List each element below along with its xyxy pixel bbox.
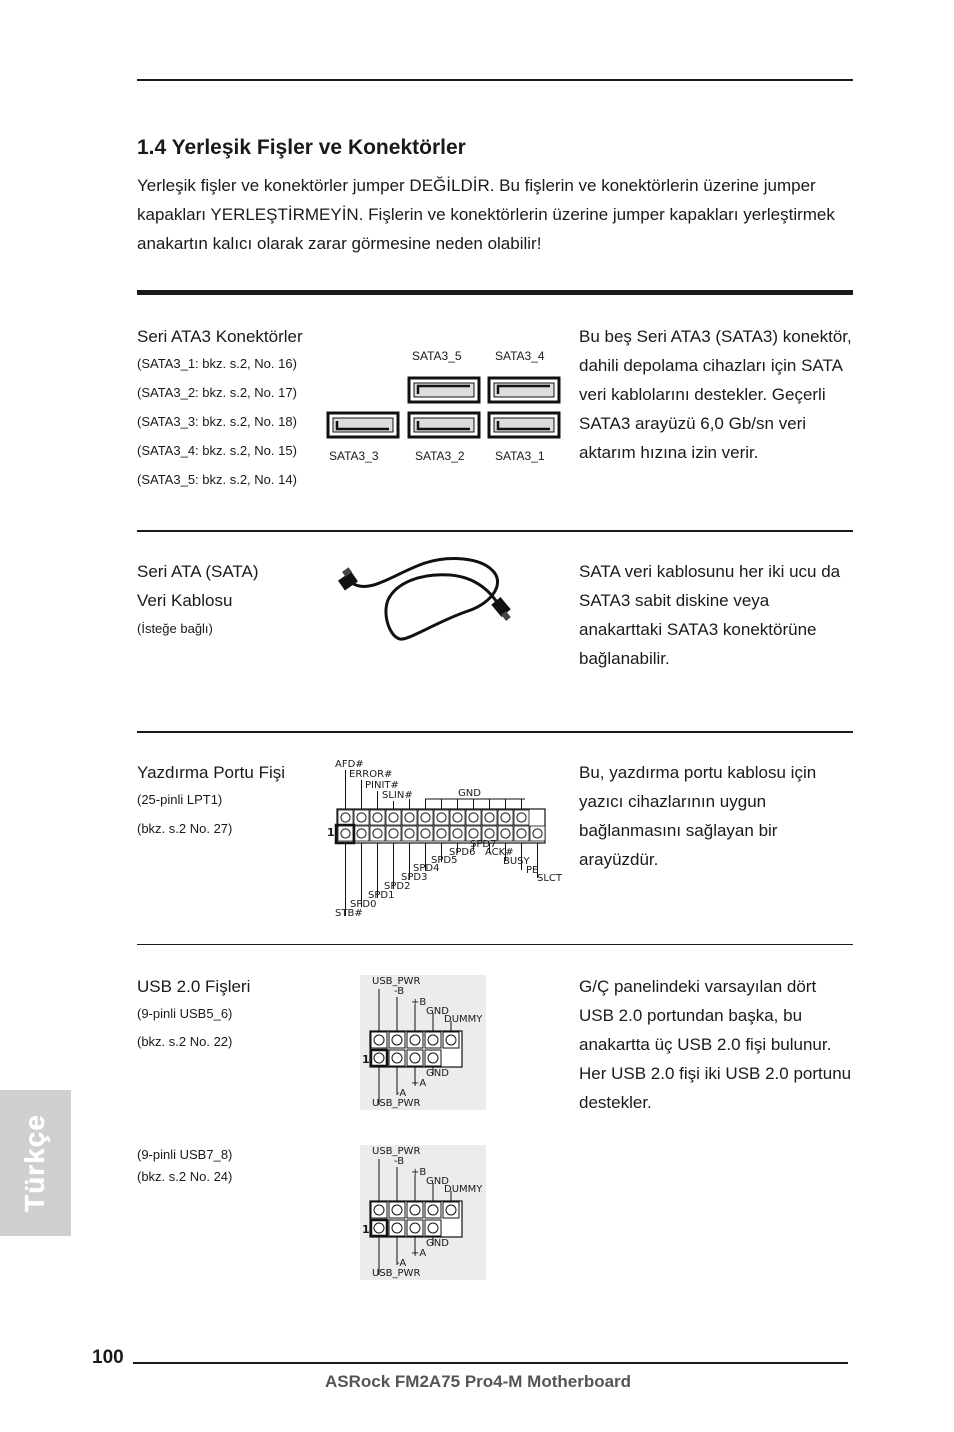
usb56-ref-location: (bkz. s.2 No. 22) [137, 1034, 233, 1049]
usb78-pin-label-plus-b: +B [411, 1167, 427, 1178]
sata3-4-label: SATA3_4 [495, 349, 545, 363]
usb56-pin-label-minus-b: -B [394, 986, 405, 997]
divider-3 [137, 944, 853, 945]
usb56-pin-label-plus-b: +B [411, 997, 427, 1008]
usb56-pin-label-plus-a: +A [411, 1078, 427, 1089]
usb-description: G/Ç panelindeki varsayılan dört USB 2.0 portundan başka, bu anakartta üç USB 2.0 fişi bulunur. Her USB 2.0 fişi iki USB 2.0 portunu destekler. [579, 977, 852, 1112]
usb78-pin-label-minus-b: -B [394, 1156, 405, 1167]
usb78-pin-label-plus-a: +A [411, 1248, 427, 1259]
sata-cable-description: SATA veri kablosunu her iki ucu da SATA3 sabit diskine veya anakarttaki SATA3 konektörüne bağlanabilir. [579, 562, 841, 668]
pin-label-busy: BUSY [503, 856, 530, 867]
sata3-2-port [409, 413, 479, 437]
sata3-1-label: SATA3_1 [495, 449, 545, 463]
thick-divider [137, 290, 853, 295]
sata3-ref-4: (SATA3_4: bkz. s.2, No. 15) [137, 443, 297, 458]
pin-label-spd1: SPD1 [368, 890, 395, 901]
sata-cable-optional: (İsteğe bağlı) [137, 621, 213, 636]
sata3-ref-3: (SATA3_3: bkz. s.2, No. 18) [137, 414, 297, 429]
usb-title: USB 2.0 Fişleri [137, 977, 251, 996]
usb56-pin-label-usb-pwr: USB_PWR [372, 976, 421, 987]
usb78-ref-pins: (9-pinli USB7_8) [137, 1147, 233, 1162]
usb56-pin-label-minus-a: -A [396, 1088, 407, 1099]
printer-header-diagram [325, 758, 565, 923]
pin-label-ack: ACK# [485, 847, 514, 858]
language-tab-label: Türkçe [19, 1114, 50, 1212]
sata3-description: Bu beş Seri ATA3 (SATA3) konektör, dahili depolama cihazları için SATA veri kablolarını destekler. Geçerli SATA3 arayüzü 6,0 Gb/sn veri aktarım hızına izin verir. [579, 327, 852, 462]
pin-label-pinit: PINIT# [365, 780, 399, 791]
sata3-5-port [409, 378, 479, 402]
sata3-1-port [489, 413, 559, 437]
usb56-header-diagram [360, 975, 486, 1110]
pin-label-slct: SLCT [537, 873, 563, 884]
usb56-ref-pins: (9-pinli USB5_6) [137, 1006, 233, 1021]
sata3-2-label: SATA3_2 [415, 449, 465, 463]
pin-label-spd3: SPD3 [401, 872, 428, 883]
printer-ref-location: (bkz. s.2 No. 27) [137, 821, 233, 836]
usb56-pin-label-dummy: DUMMY [444, 1014, 483, 1025]
sata3-ref-1: (SATA3_1: bkz. s.2, No. 16) [137, 356, 297, 371]
divider-2 [137, 731, 853, 733]
usb78-pin-label-gnd: GND [426, 1176, 449, 1187]
sata-cable-title-line1: Seri ATA (SATA) [137, 562, 259, 581]
top-rule [137, 79, 853, 81]
pin-label-spd4: SPD4 [413, 863, 440, 874]
sata3-5-label: SATA3_5 [412, 349, 462, 363]
pin-label-pe: PE [526, 865, 539, 876]
sata3-title: Seri ATA3 Konektörler [137, 327, 303, 346]
pin-label-spd6: SPD6 [449, 847, 476, 858]
language-tab [0, 1090, 71, 1236]
pin-label-error: ERROR# [349, 769, 393, 780]
usb78-pin-label-dummy: DUMMY [444, 1184, 483, 1195]
usb56-pin-label-gnd: GND [426, 1006, 449, 1017]
sata3-ref-5: (SATA3_5: bkz. s.2, No. 14) [137, 472, 297, 487]
usb56-pin-label-gnd: GND [426, 1068, 449, 1079]
printer-title: Yazdırma Portu Fişi [137, 763, 286, 782]
usb78-pin-label-minus-a: -A [396, 1258, 407, 1269]
pin-label-slin: SLIN# [382, 790, 413, 801]
usb78-pin-label-pin1: 1 [362, 1223, 370, 1236]
sata3-connectors-diagram [325, 375, 565, 441]
sata3-3-label: SATA3_3 [329, 449, 379, 463]
section-title: 1.4 Yerleşik Fişler ve Konektörler [137, 136, 466, 159]
sata3-ref-2: (SATA3_2: bkz. s.2, No. 17) [137, 385, 297, 400]
usb78-pin-label-usb-pwr: USB_PWR [372, 1268, 421, 1279]
sata-cable-title-line2: Veri Kablosu [137, 591, 233, 610]
pin-label-stb: STB# [335, 908, 363, 919]
sata3-3-port [328, 413, 398, 437]
usb56-pin-label-usb-pwr: USB_PWR [372, 1098, 421, 1109]
pin-label-spd2: SPD2 [384, 881, 411, 892]
pin-label-spd5: SPD5 [431, 855, 458, 866]
usb78-pin-label-gnd: GND [426, 1238, 449, 1249]
sata3-4-port [489, 378, 559, 402]
printer-description: Bu, yazdırma portu kablosu için yazıcı cihazlarının uygun bağlanmasını sağlayan bir arayüzdür. [579, 763, 817, 869]
usb56-pin-label-pin1: 1 [362, 1053, 370, 1066]
section-intro: Yerleşik fişler ve konektörler jumper DEĞİLDİR. Bu fişlerin ve konektörlerin üzerine jumper kapakları YERLEŞTİRMEYİN. Fişlerin ve konektörlerin üzerine jumper kapakları yerleştirmek anakartın kalıcı olarak zarar görmesine neden olabilir! [137, 176, 835, 253]
printer-ref-pins: (25-pinli LPT1) [137, 792, 223, 807]
usb78-pin-label-usb-pwr: USB_PWR [372, 1146, 421, 1157]
divider-1 [137, 530, 853, 532]
usb78-header-diagram [360, 1145, 486, 1280]
usb78-ref-location: (bkz. s.2 No. 24) [137, 1169, 233, 1184]
pin-label-afd: AFD# [335, 759, 364, 770]
pin-label-spd7: SPD7 [470, 839, 497, 850]
page-number: 100 [92, 1347, 124, 1368]
pin-1-marker: 1 [327, 826, 335, 839]
footer-product: ASRock FM2A75 Pro4-M Motherboard [325, 1372, 632, 1391]
sata-cable-image [330, 555, 520, 650]
pin-label-gnd: GND [458, 788, 481, 799]
footer-rule [133, 1362, 848, 1364]
pin-label-spd0: SPD0 [350, 899, 377, 910]
